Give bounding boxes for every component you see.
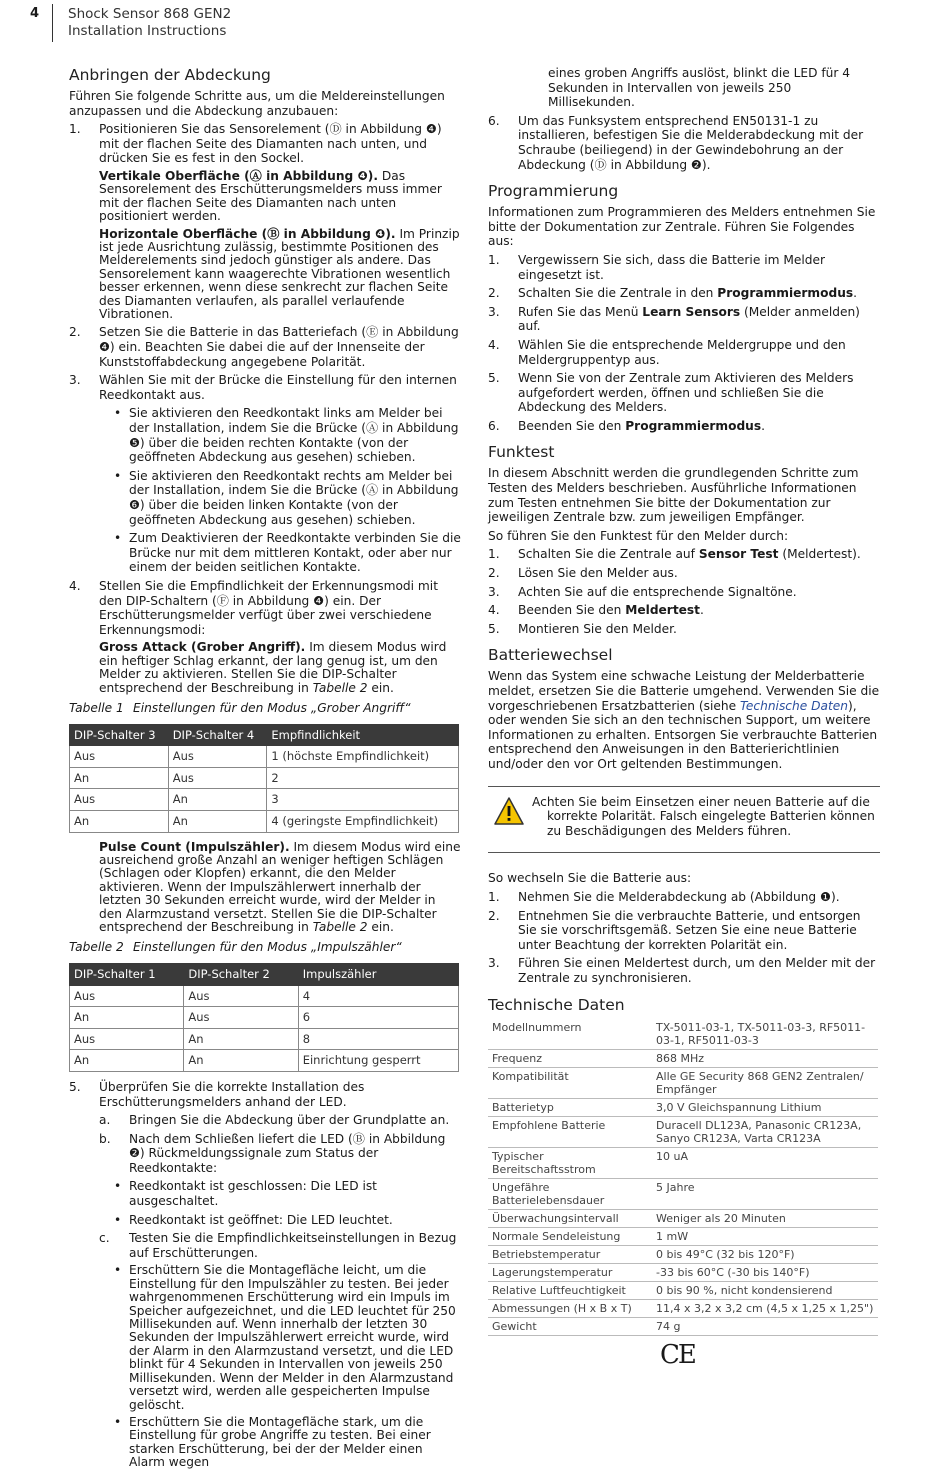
step-6 — [488, 114, 880, 172]
bullet-icon: • — [114, 468, 122, 483]
swap-step — [488, 909, 880, 953]
substep-text: Bringen Sie die Abdeckung über der Grundplatte an. — [129, 1113, 450, 1128]
spec-key: Typischer Bereitschaftsstrom — [488, 1147, 652, 1178]
column-header: DIP-Schalter 2 — [184, 963, 298, 985]
note-term: Horizontale Oberfläche (Ⓑ in Abbildung ❹). — [99, 226, 396, 241]
step-number: 2. — [69, 325, 81, 340]
gross-attack-note — [69, 641, 461, 695]
table-row — [70, 746, 459, 768]
tech-data-link[interactable]: Technische Daten — [739, 698, 848, 713]
table-row — [70, 1028, 459, 1050]
step-4 — [69, 579, 461, 637]
spec-row — [488, 1317, 878, 1335]
spec-key: Betriebstemperatur — [488, 1245, 652, 1263]
spec-value: 11,4 x 3,2 x 3,2 cm (4,5 x 1,25 x 1,25") — [652, 1299, 878, 1317]
spec-value: -33 bis 60°C (-30 bis 140°F) — [652, 1263, 878, 1281]
test-intro-2: So führen Sie den Funktest für den Melder durch: — [488, 528, 789, 543]
spec-row — [488, 1227, 878, 1245]
bullet-item — [69, 1213, 461, 1228]
spec-value: TX-5011-03-1, TX-5011-03-3, RF5011-03-1, RF5011-03-3 — [652, 1019, 878, 1050]
table-cell: An — [70, 1007, 184, 1029]
spec-row — [488, 1067, 878, 1098]
step-text-end: . — [761, 418, 765, 433]
step-number: 1. — [488, 547, 500, 562]
warning-box — [488, 786, 880, 854]
note-text: Im diesem Modus wird eine ausreichend große Anzahl an weniger heftigen Schlägen (Schlagen oder Klopfen) erkannt, die den Melder aktivieren. Wenn der Impulszählerwert innerhalb der letzten 30 Sekunden erreicht wurde, wird der Melder in den Alarmzustand versetzt. Stellen Sie die DIP-Schalter entsprechend der Beschreibung in — [99, 839, 461, 934]
step-number: 3. — [69, 373, 81, 388]
bullet-icon: • — [114, 1179, 122, 1194]
table-caption-text: Einstellungen für den Modus „Impulszähler“ — [133, 940, 402, 955]
table-cell: An — [168, 789, 267, 811]
step-number: 5. — [488, 621, 500, 636]
battery-text-end: ), oder wenden Sie sich an den technischen Support, um weitere Informationen zu erhalten. Entsorgen Sie verbrauchte Batterien entsprechend den Anweisungen in den Batterierichtlinien und/oder den vor Ort geltenden Bestimmungen. — [488, 698, 878, 771]
table-cell: 1 (höchste Empfindlichkeit) — [267, 746, 459, 768]
test-step — [488, 603, 880, 618]
spec-key: Empfohlene Batterie — [488, 1116, 652, 1147]
spec-value: 3,0 V Gleichspannung Lithium — [652, 1098, 878, 1116]
step-number: 1. — [488, 889, 500, 904]
table-cell: An — [70, 767, 169, 789]
table-cell: 6 — [298, 1007, 458, 1029]
spec-value: Duracell DL123A, Panasonic CR123A, Sanyo CR123A, Varta CR123A — [652, 1116, 878, 1147]
document-title-line1: Shock Sensor 868 GEN2 — [68, 6, 232, 22]
table-cell: Aus — [70, 1028, 184, 1050]
warning-line-2: korrekte Polarität. Falsch eingelegte Batterien können zu Beschädigungen des Melders führen. — [547, 809, 875, 838]
spec-key: Normale Sendeleistung — [488, 1227, 652, 1245]
table-cell: 3 — [267, 789, 459, 811]
step-text: Entnehmen Sie die verbrauchte Batterie, und entsorgen Sie sie vorschriftsgemäß. Setzen Sie eine neue Batterie unter Beachtung der korrekten Polarität ein. — [518, 908, 861, 952]
step-number: 3. — [488, 304, 500, 319]
step-text: Wenn Sie von der Zentrale zum Aktivieren des Melders aufgefordert werden, öffnen und schließen Sie die Abdeckung des Melders. — [518, 371, 854, 415]
warning-text — [488, 795, 880, 839]
table-cell: Aus — [184, 985, 298, 1007]
table-cell: An — [168, 810, 267, 832]
prog-step — [488, 419, 880, 434]
document-title-line2: Installation Instructions — [68, 23, 227, 39]
step-text: Führen Sie einen Meldertest durch, um den Melder mit der Zentrale zu synchronisieren. — [518, 956, 876, 985]
table-row — [70, 789, 459, 811]
step-number: 4. — [69, 578, 81, 593]
column-header: Impulszähler — [298, 963, 458, 985]
table-cell: Aus — [168, 746, 267, 768]
substep-b — [69, 1132, 461, 1176]
step-text-end: . — [853, 286, 858, 301]
spec-key: Ungefähre Batterielebensdauer — [488, 1178, 652, 1209]
spec-key: Lagerungstemperatur — [488, 1263, 652, 1281]
ce-mark-icon: CE — [660, 1339, 695, 1370]
left-column — [69, 60, 461, 1474]
spec-value: 10 uA — [652, 1147, 878, 1178]
table-gross-attack — [69, 724, 459, 833]
step-text: Nehmen Sie die Melderabdeckung ab (Abbildung ❶). — [518, 889, 840, 904]
table-label: Tabelle 2 — [69, 940, 124, 955]
step-number: 2. — [488, 566, 500, 581]
continued-text: eines groben Angriffs auslöst, blinkt die LED für 4 Sekunden in Intervallen von jeweils 250 Millisekunden. — [548, 66, 851, 110]
step-text: Beenden Sie den — [518, 418, 626, 433]
pulse-count-note — [69, 841, 461, 935]
table-1-caption — [69, 701, 461, 716]
bullet-text: Sie aktivieren den Reedkontakt links am Melder bei der Installation, indem Sie die Brücke (Ⓐ in Abbildung ❺) über die beiden rechten Kontakte (von der geöffneten Abdeckung aus gesehen) schieben. — [129, 406, 459, 465]
battery-text: Wenn das System eine schwache Leistung der Melderbatterie meldet, ersetzen Sie die Batterie umgehend. Verwenden Sie die vorgeschriebenen Ersatzbatterien (siehe — [488, 669, 880, 713]
step-text: Positionieren Sie das Sensorelement (Ⓓ in Abbildung ❹) mit der flachen Seite des Diamanten nach unten, und drücken Sie es fest in den Sockel. — [99, 122, 442, 166]
heading-cover: Anbringen der Abdeckung — [69, 66, 271, 84]
step-text-end: (Meldertest). — [778, 547, 861, 562]
spec-value: Alle GE Security 868 GEN2 Zentralen/ Empfänger — [652, 1067, 878, 1098]
note-term: Gross Attack (Grober Angriff). — [99, 640, 306, 655]
substep-letter: c. — [99, 1231, 110, 1246]
step-text: Schalten Sie die Zentrale in den — [518, 286, 718, 301]
menu-term: Learn Sensors — [642, 304, 741, 319]
table-row — [70, 985, 459, 1007]
document-title — [68, 6, 231, 40]
note-text-end: ein. — [367, 680, 394, 695]
table-label: Tabelle 1 — [69, 700, 124, 715]
step-text: Beenden Sie den — [518, 603, 626, 618]
spec-key: Modellnummern — [488, 1019, 652, 1050]
swap-step — [488, 890, 880, 905]
spec-key: Überwachungsintervall — [488, 1209, 652, 1227]
test-step — [488, 585, 880, 600]
note-term: Pulse Count (Impulszähler). — [99, 839, 290, 854]
column-header: DIP-Schalter 3 — [70, 724, 169, 746]
bullet-icon: • — [114, 1263, 122, 1278]
bullet-text: Sie aktivieren den Reedkontakt rechts am Melder bei der Installation, indem Sie die Brücke (Ⓐ in Abbildung ❻) über die beiden linken Kontakte (von der geöffneten Abdeckung aus gesehen) schieben. — [129, 468, 459, 527]
bullet-icon: • — [114, 406, 122, 421]
step-2 — [69, 325, 461, 369]
warning-line-1: Achten Sie beim Einsetzen einer neuen Batterie auf die — [532, 794, 870, 809]
substep-letter: b. — [99, 1131, 111, 1146]
test-step — [488, 622, 880, 637]
prog-step — [488, 305, 880, 334]
spec-key: Frequenz — [488, 1049, 652, 1067]
test-step — [488, 547, 880, 562]
table-row — [70, 767, 459, 789]
step-text: Überprüfen Sie die korrekte Installation des Erschütterungsmelders anhand der LED. — [99, 1079, 365, 1109]
substep-letter: a. — [99, 1113, 111, 1128]
step-number: 3. — [488, 956, 500, 971]
step-1 — [69, 122, 461, 166]
table-cell: Einrichtung gesperrt — [298, 1050, 458, 1072]
spec-key: Abmessungen (H x B x T) — [488, 1299, 652, 1317]
table-header-row — [70, 963, 459, 985]
spec-row — [488, 1116, 878, 1147]
note-text: Im diesem Modus wird ein heftiger Schlag erkannt, der lang genug ist, um den Melder zu aktivieren. Stellen Sie die DIP-Schalter entsprechend der Beschreibung in — [99, 640, 447, 695]
step-text: Schalten Sie die Zentrale auf — [518, 547, 699, 562]
table-row — [70, 1007, 459, 1029]
step-number: 2. — [488, 908, 500, 923]
step-number: 5. — [488, 371, 500, 386]
table-cell: 2 — [267, 767, 459, 789]
cover-intro: Führen Sie folgende Schritte aus, um die Meldereinstellungen anzupassen und die Abdeckung anzubauen: — [69, 89, 445, 118]
table-cell: An — [184, 1028, 298, 1050]
step-text: Wählen Sie mit der Brücke die Einstellung für den internen Reedkontakt aus. — [99, 373, 457, 402]
spec-row — [488, 1299, 878, 1317]
note-term: Vertikale Oberfläche (Ⓐ in Abbildung ❹). — [99, 168, 378, 183]
header-divider — [52, 4, 53, 42]
table-pulse-count — [69, 963, 459, 1072]
bullet-item — [69, 1416, 461, 1470]
heading-technical-data: Technische Daten — [488, 995, 625, 1014]
spec-row — [488, 1147, 878, 1178]
step-text: Setzen Sie die Batterie in das Batteriefach (Ⓔ in Abbildung ❹) ein. Beachten Sie dabei die auf der Innenseite der Kunststoffabdeckung angegebene Polarität. — [99, 325, 459, 369]
column-header: DIP-Schalter 1 — [70, 963, 184, 985]
bullet-text: Reedkontakt ist geöffnet: Die LED leuchtet. — [129, 1212, 393, 1227]
heading-battery: Batteriewechsel — [488, 646, 613, 665]
step-text: Montieren Sie den Melder. — [518, 621, 677, 636]
spec-key: Batterietyp — [488, 1098, 652, 1116]
horizontal-surface-note — [69, 228, 461, 322]
table-cell: Aus — [70, 746, 169, 768]
table-reference: Tabelle 2 — [312, 680, 368, 695]
battery-intro — [488, 669, 880, 771]
heading-programming: Programmierung — [488, 182, 619, 201]
spec-value: 868 MHz — [652, 1049, 878, 1067]
prog-step — [488, 338, 880, 367]
step-3 — [69, 373, 461, 402]
step-number: 6. — [488, 113, 500, 128]
prog-step — [488, 286, 880, 301]
note-text-end: ein. — [367, 919, 394, 934]
substep-a — [69, 1113, 461, 1128]
step-text: Rufen Sie das Menü — [518, 304, 643, 319]
bullet-item — [69, 469, 461, 527]
spec-row — [488, 1263, 878, 1281]
technical-data-table — [488, 1019, 878, 1336]
page-header — [0, 0, 950, 44]
vertical-surface-note — [69, 170, 461, 224]
table-row — [70, 1050, 459, 1072]
step-text: Stellen Sie die Empfindlichkeit der Erkennungsmodi mit den DIP-Schaltern (Ⓕ in Abbildung ❹) ein. Der Erschütterungsmelder verfügt über zwei verschiedene Erkennungsmodi: — [99, 578, 438, 637]
test-intro: In diesem Abschnitt werden die grundlegenden Schritte zum Testen des Melders beschrieben. Ausführliche Informationen zum Testen entnehmen Sie bitte der Dokumentation zur jeweiligen Zentrale bzw. zum jeweiligen Empfänger. — [488, 466, 859, 525]
bullet-icon: • — [114, 531, 122, 546]
substep-text: Nach dem Schließen liefert die LED (Ⓑ in Abbildung ❷) Rückmeldungssignale zum Status der Reedkontakte: — [129, 1131, 446, 1175]
mode-term: Programmiermodus — [625, 418, 762, 433]
spec-row — [488, 1178, 878, 1209]
spec-key: Kompatibilität — [488, 1067, 652, 1098]
step-text: Um das Funksystem entsprechend EN50131-1 zu installieren, befestigen Sie die Melderabdeckung mit der Schraube (beiliegend) in der Gewindebohrung an der Abdeckung (Ⓓ in Abbildung ❷). — [518, 113, 864, 172]
programming-intro: Informationen zum Programmieren des Melders entnehmen Sie bitte der Dokumentation zur Zentrale. Führen Sie Folgendes aus: — [488, 205, 876, 249]
table-cell: Aus — [184, 1007, 298, 1029]
prog-step — [488, 253, 880, 282]
bullet-item — [69, 406, 461, 464]
bullet-text: Erschüttern Sie die Montagefläche leicht, um die Einstellung für den Impulszähler zu testen. Bei jeder wahrgenommenen Erschütterung wird ein Impuls im Speicher aufgezeichnet, und die LED leuchtet für 250 Millisekunden auf. Wenn innerhalb der letzten 30 Sekunden der Impulszählerwert erreicht wurde, wird der Alarm in den Alarmzustand versetzt, und die LED blinkt für 4 Sekunden in Intervallen von jeweils 250 Millisekunden. Wenn der Melder in den Alarmzustand versetzt wird, werden alle gespeicherten Impulse gelöscht. — [129, 1263, 456, 1412]
spec-row — [488, 1281, 878, 1299]
swap-step — [488, 956, 880, 985]
step-number: 3. — [488, 584, 500, 599]
step-number: 5. — [69, 1079, 81, 1094]
table-cell: Aus — [70, 789, 169, 811]
step-number: 1. — [69, 122, 81, 137]
step-text: Wählen Sie die entsprechende Meldergruppe und den Meldergruppentyp aus. — [518, 337, 846, 367]
prog-step — [488, 371, 880, 415]
spec-key: Relative Luftfeuchtigkeit — [488, 1281, 652, 1299]
bullet-icon: • — [114, 1212, 122, 1227]
spec-row — [488, 1019, 878, 1050]
spec-key: Gewicht — [488, 1317, 652, 1335]
column-header: DIP-Schalter 4 — [168, 724, 267, 746]
table-cell: 4 (geringste Empfindlichkeit) — [267, 810, 459, 832]
table-cell: An — [184, 1050, 298, 1072]
note-text: Das Sensorelement des Erschütterungsmelders muss immer mit der flachen Seite des Diamanten nach unten positioniert werden. — [99, 168, 442, 224]
note-text: Im Prinzip ist jede Ausrichtung zulässig, bestimmte Positionen des Melderelements sind jedoch günstiger als andere. Das Sensorelement kann waagerechte Vibrationen wesentlich besser erkennen, wenn diese senkrecht zur flachen Seite des Diamanten verlaufen, als parallel verlaufende Vibrationen. — [99, 226, 460, 322]
step-text: Lösen Sie den Melder aus. — [518, 566, 678, 581]
bullet-text: Reedkontakt ist geschlossen: Die LED ist ausgeschaltet. — [129, 1179, 377, 1209]
warning-icon — [494, 797, 524, 825]
table-2-caption — [69, 940, 461, 955]
bullet-text: Erschüttern Sie die Montagefläche stark, um die Einstellung für grobe Angriffe zu testen. Bei einer starken Erschütterung, bei der der Melder einen Alarm wegen — [129, 1414, 431, 1470]
bullet-item — [69, 531, 461, 575]
table-cell: Aus — [70, 985, 184, 1007]
table-cell: 4 — [298, 985, 458, 1007]
spec-value: 5 Jahre — [652, 1178, 878, 1209]
column-header: Empfindlichkeit — [267, 724, 459, 746]
spec-value: 1 mW — [652, 1227, 878, 1245]
step-5 — [69, 1080, 461, 1109]
step-text-end: (Melder anmelden) auf. — [518, 304, 860, 334]
heading-function-test: Funktest — [488, 443, 555, 462]
table-cell: 8 — [298, 1028, 458, 1050]
substep-text: Testen Sie die Empfindlichkeitseinstellungen in Bezug auf Erschütterungen. — [129, 1231, 457, 1260]
bullet-item — [69, 1179, 461, 1208]
table-caption-text: Einstellungen für den Modus „Grober Angriff“ — [133, 700, 411, 715]
bullet-text: Zum Deaktivieren der Reedkontakte verbinden Sie die Brücke nur mit dem mittleren Kontakt, oder aber nur einem der beiden seitlichen Kontakte. — [129, 531, 461, 575]
table-cell: An — [70, 810, 169, 832]
battery-swap-intro: So wechseln Sie die Batterie aus: — [488, 871, 692, 886]
spec-row — [488, 1209, 878, 1227]
test-step — [488, 566, 880, 581]
step-text: Achten Sie auf die entsprechende Signaltöne. — [518, 584, 797, 599]
table-reference: Tabelle 2 — [312, 919, 368, 934]
mode-term: Programmiermodus — [717, 286, 854, 301]
bullet-item — [69, 1264, 461, 1411]
spec-value: 0 bis 90 %, nicht kondensierend — [652, 1281, 878, 1299]
spec-value: 74 g — [652, 1317, 878, 1335]
table-cell: Aus — [168, 767, 267, 789]
spec-value: 0 bis 49°C (32 bis 120°F) — [652, 1245, 878, 1263]
step-number: 4. — [488, 603, 500, 618]
right-column — [488, 66, 880, 1370]
step-number: 2. — [488, 286, 500, 301]
step-text: Vergewissern Sie sich, dass die Batterie im Melder eingesetzt ist. — [518, 252, 825, 282]
spec-row — [488, 1049, 878, 1067]
bullet-icon: • — [114, 1414, 122, 1429]
step-number: 1. — [488, 252, 500, 267]
table-row — [70, 810, 459, 832]
step-number: 6. — [488, 418, 500, 433]
page-number: 4 — [30, 6, 40, 21]
spec-row — [488, 1098, 878, 1116]
spec-value: Weniger als 20 Minuten — [652, 1209, 878, 1227]
table-header-row — [70, 724, 459, 746]
mode-term: Sensor Test — [698, 547, 779, 562]
step-text-end: . — [700, 603, 704, 618]
table-cell: An — [70, 1050, 184, 1072]
substep-c — [69, 1231, 461, 1260]
mode-term: Meldertest — [625, 603, 700, 618]
step-number: 4. — [488, 337, 500, 352]
spec-row — [488, 1245, 878, 1263]
